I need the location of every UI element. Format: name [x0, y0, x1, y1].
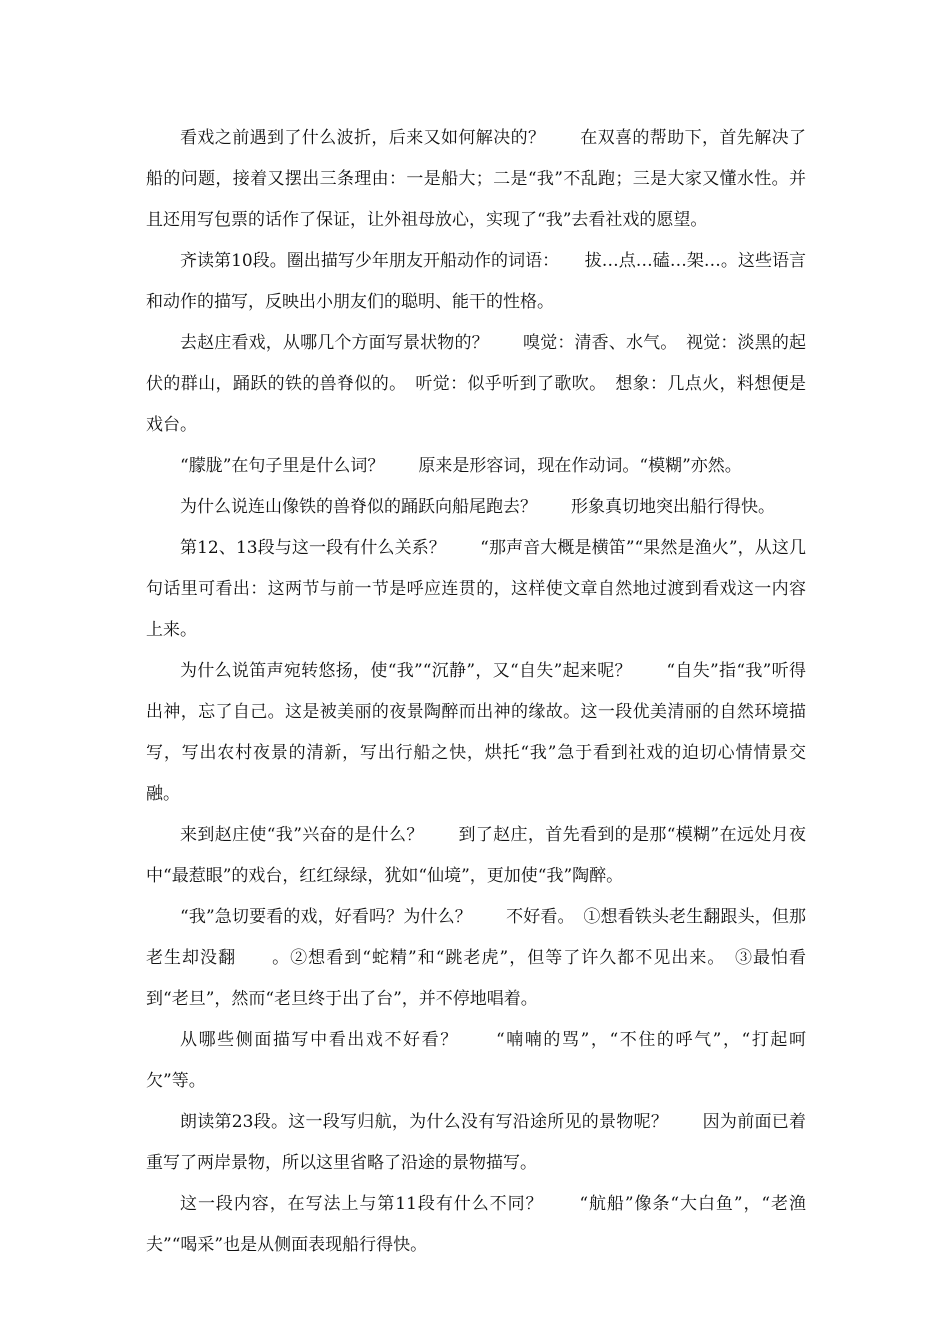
paragraph: “我”急切要看的戏，好看吗？为什么？ 不好看。 ①想看铁头老生翻跟头，但那老生却没翻 。②想看到“蛇精”和“跳老虎”，但等了许久都不见出来。 ③最怕看到“老旦”，然而“老旦终于出了台”，并不停地唱着。: [146, 907, 806, 1009]
document-body: [146, 118, 806, 1266]
paragraph: 为什么说连山像铁的兽脊似的踊跃向船尾跑去？ 形象真切地突出船行得快。: [180, 497, 775, 517]
paragraph: 看戏之前遇到了什么波折，后来又如何解决的？ 在双喜的帮助下，首先解决了船的问题，接着又摆出三条理由：一是船大；二是“我”不乱跑；三是大家又懂水性。并且还用写包票的话作了保证，让外祖母放心，实现了“我”去看社戏的愿望。: [146, 128, 806, 230]
paragraph: 第12、13段与这一段有什么关系？ “那声音大概是横笛”“果然是渔火”，从这几句话里可看出：这两节与前一节是呼应连贯的，这样使文章自然地过渡到看戏这一内容上来。: [146, 538, 806, 640]
paragraph: 为什么说笛声宛转悠扬，使“我”“沉静”，又“自失”起来呢？ “自失”指“我”听得出神，忘了自己。这是被美丽的夜景陶醉而出神的缘故。这一段优美清丽的自然环境描写，写出农村夜景的清新，写出行船之快，烘托“我”急于看到社戏的迫切心情情景交融。: [146, 661, 806, 804]
paragraph: 去赵庄看戏，从哪几个方面写景状物的？ 嗅觉：清香、水气。 视觉：淡黑的起伏的群山，踊跃的铁的兽脊似的。 听觉：似乎听到了歌吹。 想象：几点火，料想便是戏台。: [146, 333, 806, 435]
paragraph: 来到赵庄使“我”兴奋的是什么？ 到了赵庄，首先看到的是那“模糊”在远处月夜中“最惹眼”的戏台，红红绿绿，犹如“仙境”，更加使“我”陶醉。: [146, 825, 806, 886]
paragraph: “朦胧”在句子里是什么词？ 原来是形容词，现在作动词。“模糊”亦然。: [180, 456, 742, 476]
paragraph: 朗读第23段。这一段写归航，为什么没有写沿途所见的景物呢？ 因为前面已着重写了两岸景物，所以这里省略了沿途的景物描写。: [146, 1112, 806, 1173]
paragraph: 从哪些侧面描写中看出戏不好看？ “喃喃的骂”，“不住的呼气”，“打起呵欠”等。: [146, 1030, 807, 1091]
paragraph: 齐读第10段。圈出描写少年朋友开船动作的词语： 拔…点…磕…架…。这些语言和动作的描写，反映出小朋友们的聪明、能干的性格。: [146, 251, 806, 312]
paragraph: 这一段内容，在写法上与第11段有什么不同？ “航船”像条“大白鱼”，“老渔夫”“喝采”也是从侧面表现船行得快。: [146, 1194, 806, 1255]
